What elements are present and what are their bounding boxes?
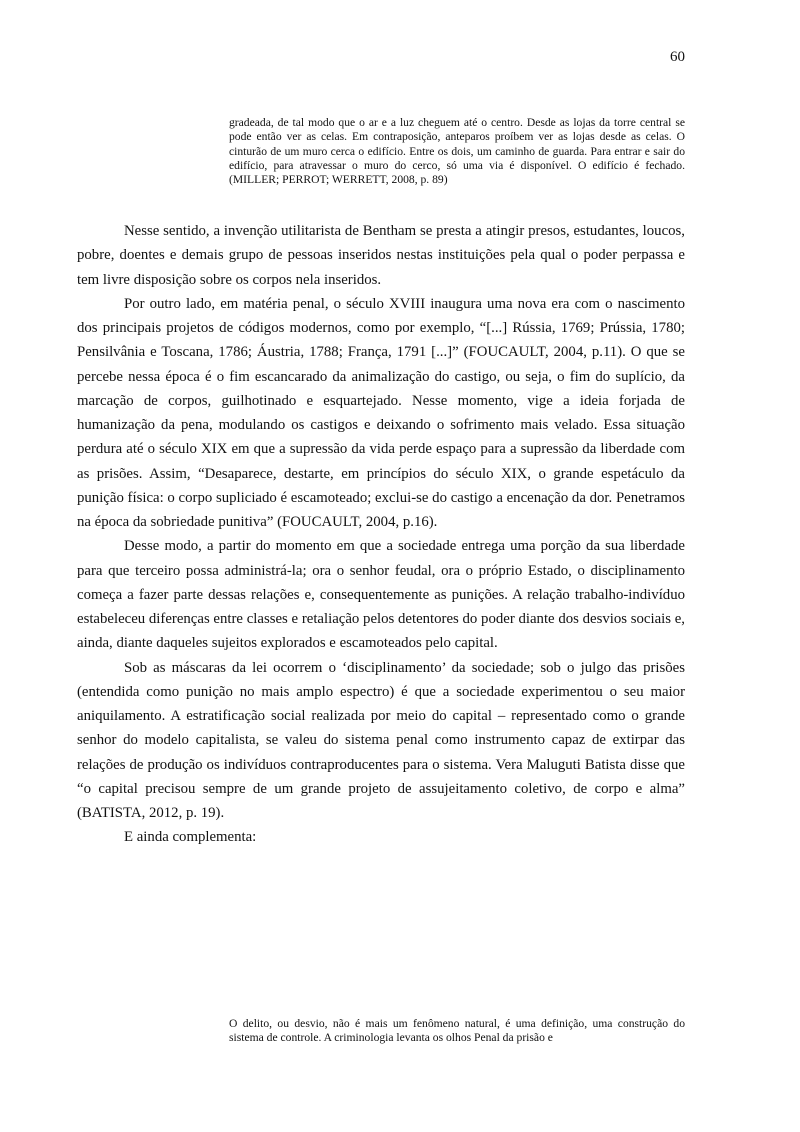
page-number: 60 [670,49,685,65]
body-text [77,219,685,850]
paragraph-2: Por outro lado, em matéria penal, o século XVIII inaugura uma nova era com o nascimento dos principais projetos de códigos modernos, como por exemplo, “[...] Rússia, 1769; Prússia, 1780; Pensilvânia e Toscana, 1786; Áustria, 1788; França, 1791 [...]” (FOUCAULT, 2004, p.11). O que se percebe nessa época é o fim escancarado da animalização do castigo, ou seja, o fim do suplício, da marcação de corpos, guilhotinado e esquartejado. Nesse momento, vige a ideia forjada de humanização da pena, modulando os castigos e deixando o sofrimento mais velado. Essa situação perdura até o século XIX em que a supressão da vida perde espaço para a supressão da liberdade com as prisões. Assim, “Desaparece, destarte, em princípios do século XIX, o grande espetáculo da punição física: o corpo supliciado é escamoteado; exclui-se do castigo a encenação da dor. Penetramos na época da sobriedade punitiva” (FOUCAULT, 2004, p.16). [77,295,685,530]
block-quote-bottom: O delito, ou desvio, não é mais um fenômeno natural, é uma definição, uma construção do sistema de controle. A criminologia levanta os olhos Penal da prisão e [229,1017,685,1045]
paragraph-3: Desse modo, a partir do momento em que a sociedade entrega uma porção da sua liberdade para que terceiro possa administrá-la; ora o senhor feudal, ora o próprio Estado, o disciplinamento começa a fazer parte dessas relações e, consequentemente as punições. A relação trabalho-indivíduo estabeleceu diferenças entre classes e retaliação pelos detentores do poder diante dos desvios sociais e, ainda, diante daqueles sujeitos explorados e escamoteados pelo capital. [77,538,685,652]
paragraph-4: Sob as máscaras da lei ocorrem o ‘disciplinamento’ da sociedade; sob o julgo das prisões (entendida como punição no mais amplo espectro) é que a sociedade experimentou o seu maior aniquilamento. A estratificação social realizada por meio do capital – representado como o grande senhor do modelo capitalista, se valeu do sistema penal como instrumento capaz de extirpar das relações de produção os indivíduos contraproducentes para o sistema. Vera Maluguti Batista disse que “o capital precisou sempre de um grande projeto de assujeitamento coletivo, de corpo e alma” (BATISTA, 2012, p. 19). [77,659,685,821]
paragraph-1: Nesse sentido, a invenção utilitarista de Bentham se presta a atingir presos, estudantes, loucos, pobre, doentes e demais grupo de pessoas inseridos nestas instituições pela qual o poder perpassa e tem livre disposição sobre os corpos nela inseridos. [77,223,685,288]
paragraph-5: E ainda complementa: [124,829,257,846]
block-quote-top: gradeada, de tal modo que o ar e a luz cheguem até o centro. Desde as lojas da torre central se pode então ver as celas. Em contraposição, anteparos proíbem ver as lojas desde as celas. O cinturão de um muro cerca o edifício. Entre os dois, um caminho de guarda. Para entrar e sair do edifício, para atravessar o muro do cerco, só uma via é disponível. O edifício é fechado. (MILLER; PERROT; WERRETT, 2008, p. 89) [229,116,685,187]
